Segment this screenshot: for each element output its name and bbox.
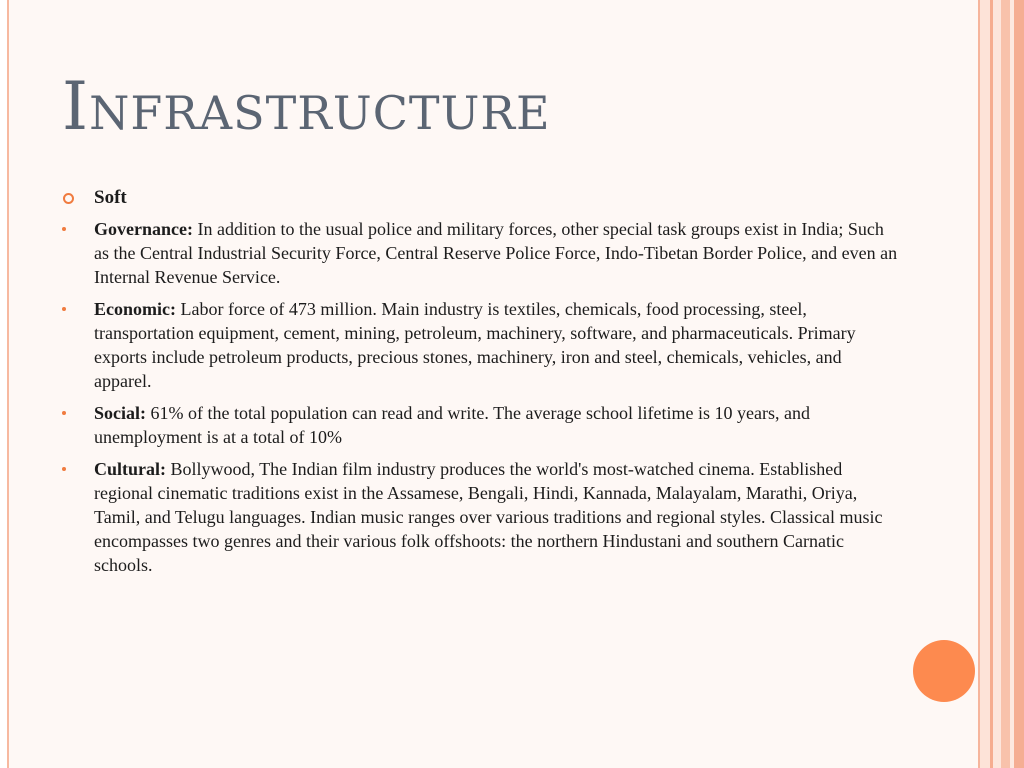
- ring-bullet-icon: [63, 193, 74, 204]
- list-item-economic: [60, 297, 900, 393]
- dot-bullet-icon: [62, 227, 66, 231]
- item-label: Economic:: [94, 299, 176, 319]
- left-border: [0, 0, 9, 768]
- main-bullet-text: Soft: [94, 187, 127, 208]
- list-item-social: [60, 401, 900, 449]
- item-text: Bollywood, The Indian film industry produces the world's most-watched cinema. Established regional cinematic traditions exist in the Assamese, Bengali, Hindi, Kannada, Malayalam, Marathi, Oriya, Tamil, and Telugu languages. Indian music ranges over various traditions and regional styles. Classical music encompasses two genres and their various folk offshoots: the northern Hindustani and southern Carnatic schools.: [94, 459, 883, 575]
- item-text: In addition to the usual police and military forces, other special task groups exist in India; Such as the Central Industrial Security Force, Central Reserve Police Force, Indo-Tibetan Border Police, and even an Internal Revenue Service.: [94, 219, 898, 287]
- right-stripes: [978, 0, 1024, 768]
- list-item-cultural: [60, 457, 900, 577]
- item-label: Cultural:: [94, 459, 166, 479]
- slide-content: [60, 186, 900, 585]
- decorative-circle-icon: [913, 640, 975, 702]
- dot-bullet-icon: [62, 467, 66, 471]
- item-label: Governance:: [94, 219, 193, 239]
- item-text: Labor force of 473 million. Main industry is textiles, chemicals, food processing, steel, transportation equipment, cement, mining, petroleum, machinery, software, and pharmaceuticals. Primary exports include petroleum products, precious stones, machinery, iron and steel, chemicals, vehicles, and apparel.: [94, 299, 856, 391]
- dot-bullet-icon: [62, 307, 66, 311]
- item-text: 61% of the total population can read and write. The average school lifetime is 10 years, and unemployment is at a total of 10%: [94, 403, 810, 447]
- item-label: Social:: [94, 403, 146, 423]
- list-item-governance: [60, 217, 900, 289]
- dot-bullet-icon: [62, 411, 66, 415]
- main-bullet: [60, 186, 900, 210]
- slide-title: Infrastructure: [62, 68, 551, 145]
